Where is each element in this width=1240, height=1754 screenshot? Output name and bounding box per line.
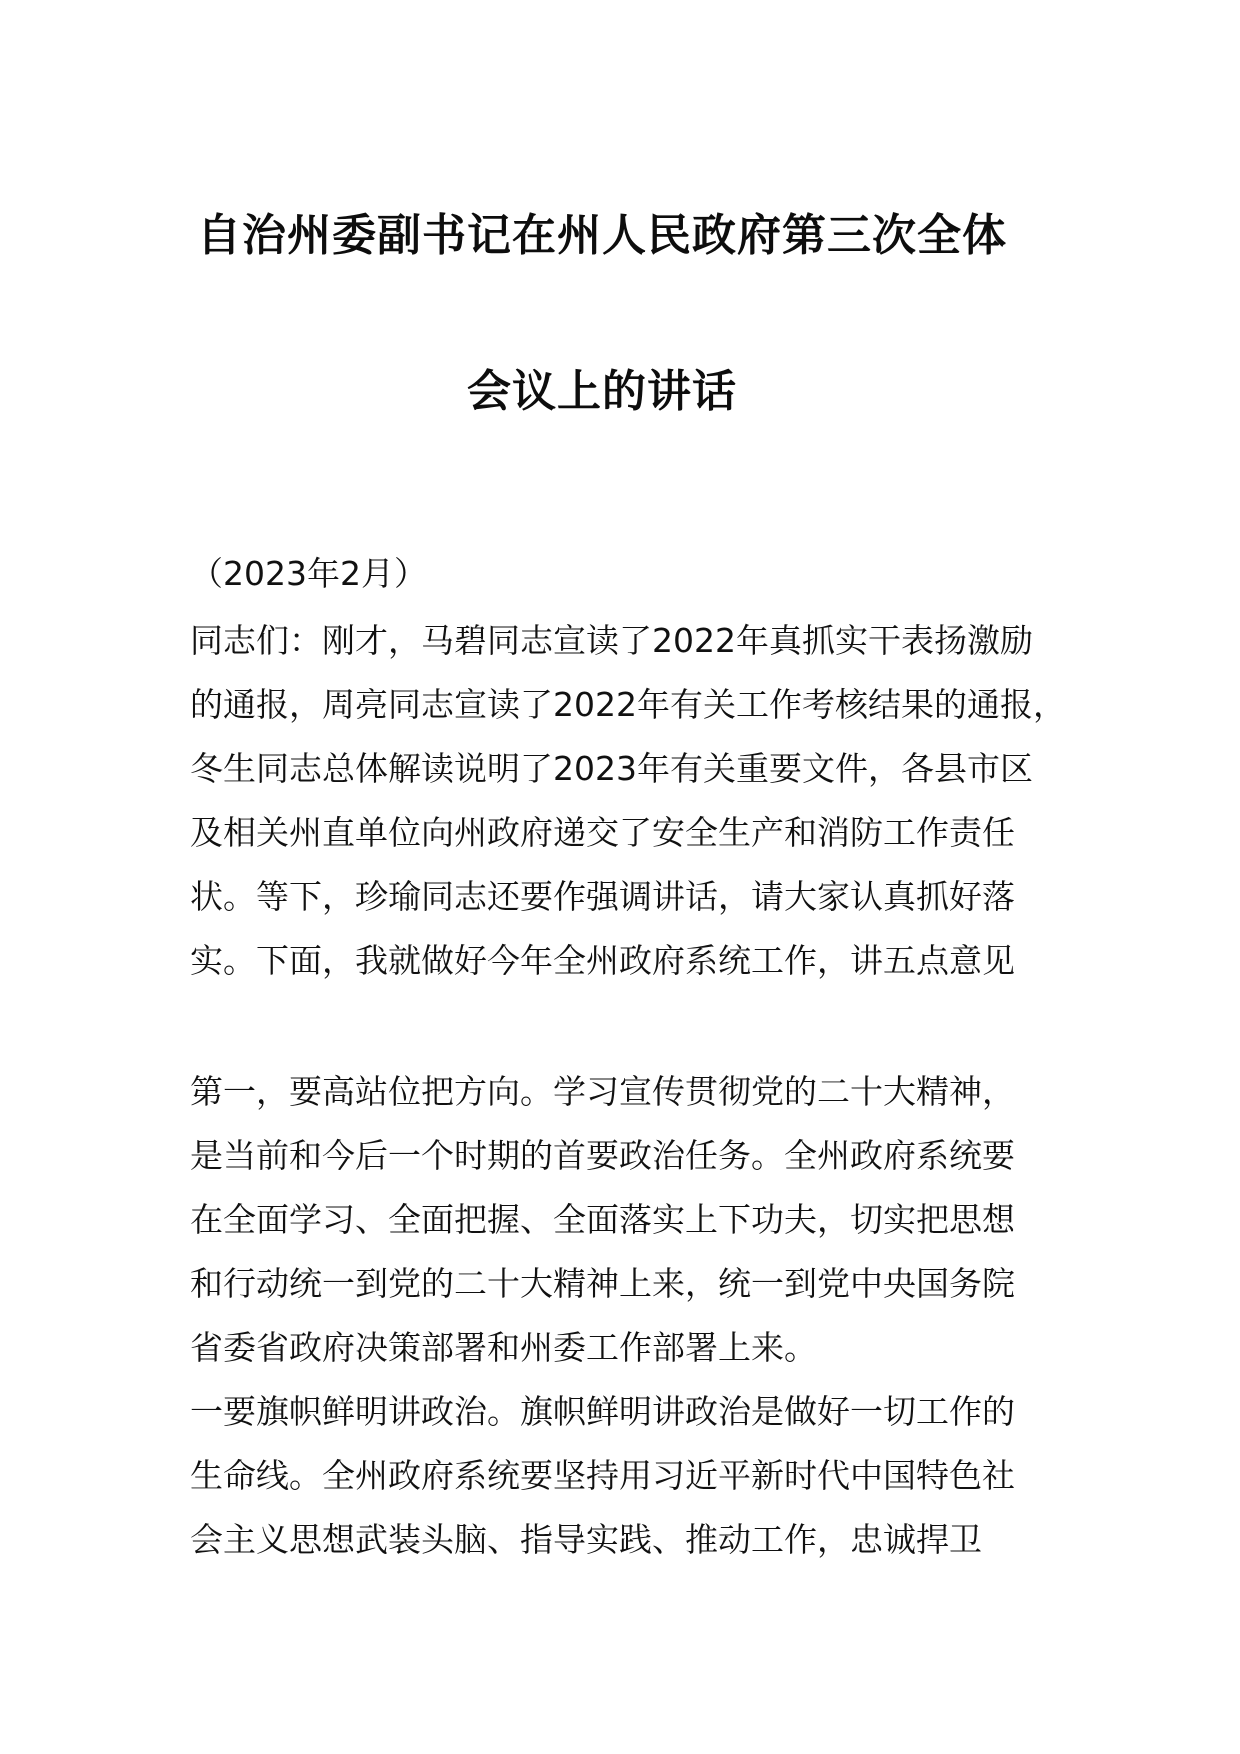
text-line: 冬生同志总体解读说明了2023年有关重要文件，各县市区: [190, 749, 1033, 788]
text-line: 会主义思想武装头脑、指导实践、推动工作，忠诚捍卫: [190, 1520, 982, 1559]
paragraph-opening: [190, 609, 1090, 993]
text-line: 生命线。全州政府系统要坚持用习近平新时代中国特色社: [190, 1456, 1015, 1495]
text-line: 在全面学习、全面把握、全面落实上下功夫，切实把思想: [190, 1200, 1015, 1239]
text-line: 及相关州直单位向州政府递交了安全生产和消防工作责任: [190, 813, 1015, 852]
document-title-line-1: 自治州委副书记在州人民政府第三次全体: [197, 210, 1007, 261]
document-title-line-2: 会议上的讲话: [467, 366, 737, 417]
paragraph-section-one: [190, 1060, 1090, 1572]
text-line: 实。下面，我就做好今年全州政府系统工作，讲五点意见: [190, 941, 1015, 980]
text-line: 的通报，周亮同志宣读了2022年有关工作考核结果的通报，: [190, 685, 1066, 724]
text-line: 一要旗帜鲜明讲政治。旗帜鲜明讲政治是做好一切工作的: [190, 1392, 1015, 1431]
text-line: 和行动统一到党的二十大精神上来，统一到党中央国务院: [190, 1264, 1015, 1303]
text-line: 第一，要高站位把方向。学习宣传贯彻党的二十大精神，: [190, 1072, 1015, 1111]
text-line: 同志们：刚才，马碧同志宣读了2022年真抓实干表扬激励: [190, 621, 1033, 660]
text-line: 状。等下，珍瑜同志还要作强调讲话，请大家认真抓好落: [190, 877, 1015, 916]
document-date: （2023年2月）: [190, 554, 427, 593]
text-line: 省委省政府决策部署和州委工作部署上来。: [190, 1328, 817, 1367]
text-line: 是当前和今后一个时期的首要政治任务。全州政府系统要: [190, 1136, 1015, 1175]
